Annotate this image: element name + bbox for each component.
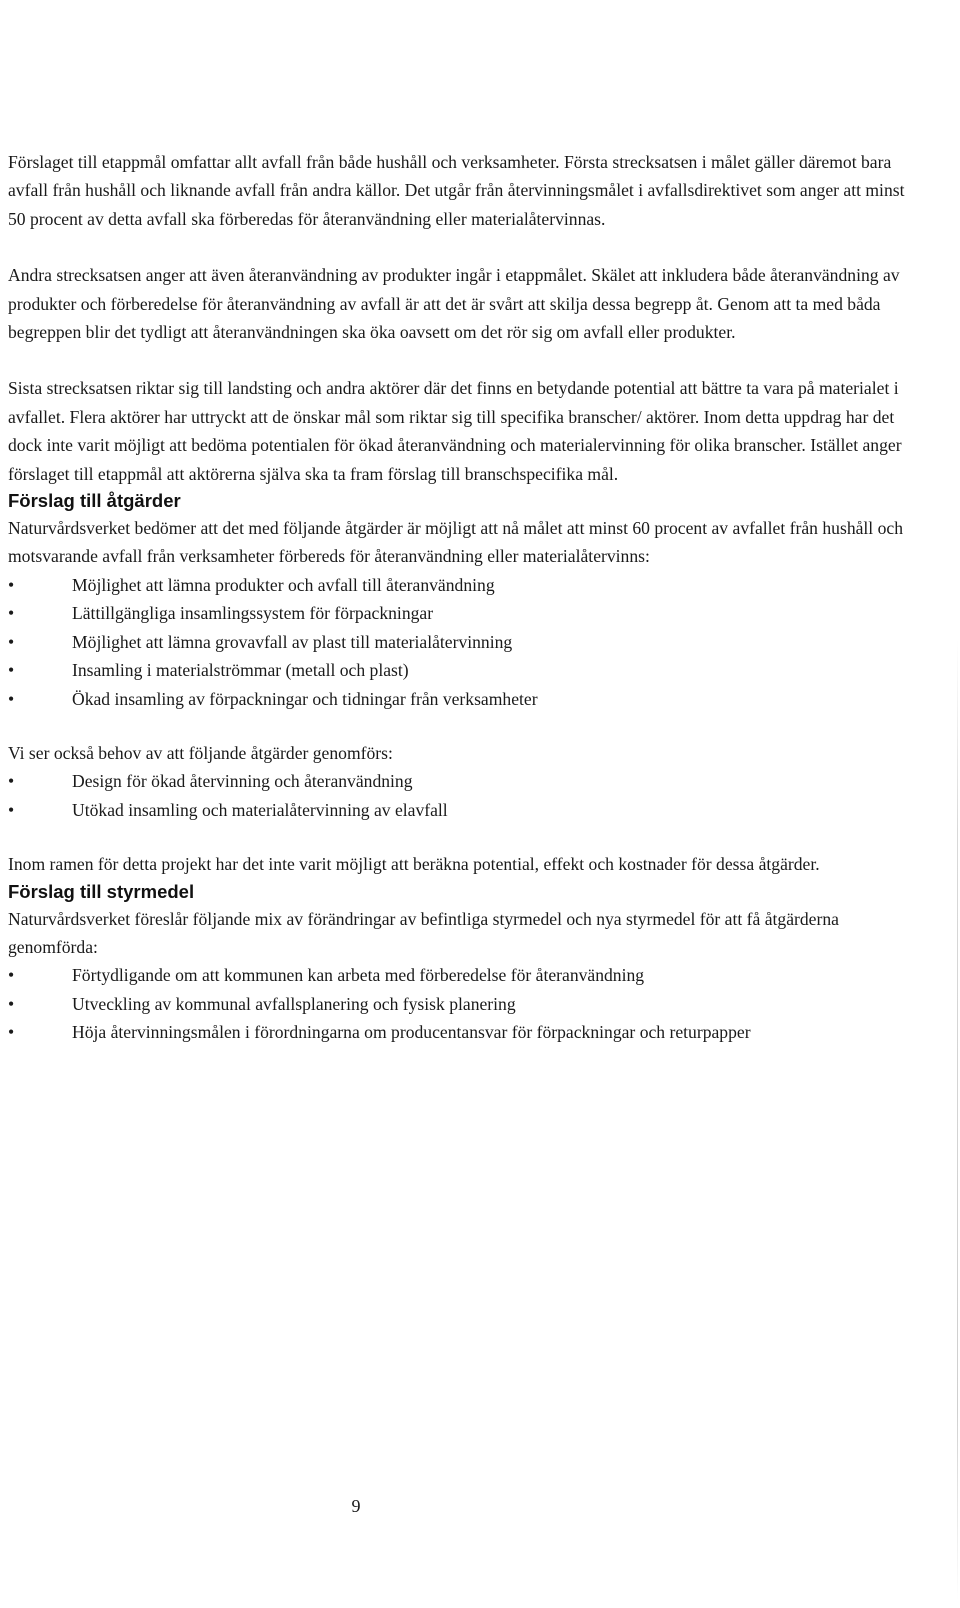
heading-forslag-atgarder: Förslag till åtgärder: [8, 490, 181, 512]
page-number: 9: [351, 1496, 361, 1516]
list-item-text: Lättillgängliga insamlingssystem för förpackningar: [72, 603, 434, 624]
bullet-icon: •: [8, 965, 15, 986]
list-atgarder-extra: [8, 767, 908, 824]
paragraph-sista-strecksatsen: Sista strecksatsen riktar sig till landsting och andra aktörer där det finns en betydande potential att bättre ta vara på materialet i avfallet. Flera aktörer har uttryckt att de önskar mål som riktar sig till specifika branscher/ aktörer. Inom detta uppdrag har det dock inte varit möjligt att bedöma potentialen för ökad återanvändning och materialervinning för olika branscher. Istället anger förslaget till etappmål att aktörerna själva ska ta fram förslag till branschspecifika mål.: [8, 378, 902, 484]
list-item-text: Höja återvinningsmålen i förordningarna om producentansvar för förpackningar och returpapper: [72, 1022, 751, 1043]
paragraph-styrmedel-intro: Naturvårdsverket föreslår följande mix av förändringar av befintliga styrmedel och nya styrmedel för att få åtgärderna genomförda:: [8, 908, 839, 957]
list-item: [8, 1018, 908, 1046]
bullet-icon: •: [8, 660, 15, 681]
list-item-text: Möjlighet att lämna produkter och avfall till återanvändning: [72, 574, 495, 595]
list-item: [8, 796, 908, 824]
list-atgarder: [8, 571, 908, 713]
bullet-icon: •: [8, 1022, 15, 1043]
bullet-icon: •: [8, 603, 15, 624]
document-page: [8, 148, 908, 1047]
heading-forslag-styrmedel: Förslag till styrmedel: [8, 880, 195, 902]
paragraph-andra-strecksatsen: Andra strecksatsen anger att även återanvändning av produkter ingår i etappmålet. Skälet att inkludera både återanvändning av produkter och förberedelse för återanvändning av avfall är att det är svårt att skilja dessa begrepp åt. Genom att ta med båda begreppen blir det tydligt att återanvändningen ska öka oavsett om det rör sig om avfall eller produkter.: [8, 265, 900, 343]
paragraph-atgarder-closing: Inom ramen för detta projekt har det inte varit möjligt att beräkna potential, effekt och kostnader för dessa åtgärder.: [8, 854, 820, 875]
bullet-icon: •: [8, 771, 15, 792]
bullet-icon: •: [8, 688, 15, 709]
list-item: [8, 571, 908, 599]
list-item: [8, 685, 908, 713]
bullet-icon: •: [8, 799, 15, 820]
list-item-text: Möjlighet att lämna grovavfall av plast till materialåtervinning: [72, 631, 513, 652]
list-item: [8, 656, 908, 684]
list-item: [8, 990, 908, 1018]
list-item-text: Förtydligande om att kommunen kan arbeta med förberedelse för återanvändning: [72, 965, 645, 986]
paragraph-etappmal-scope: Förslaget till etappmål omfattar allt avfall från både hushåll och verksamheter. Första strecksatsen i målet gäller däremot bara avfall från hushåll och liknande avfall från andra källor. Det utgår från återvinningsmålet i avfallsdirektivet som anger att minst 50 procent av detta avfall ska förberedas för återanvändning eller materialåtervinnas.: [8, 152, 905, 229]
bullet-icon: •: [8, 993, 15, 1014]
list-item-text: Ökad insamling av förpackningar och tidningar från verksamheter: [72, 688, 538, 709]
scan-edge-line: [957, 640, 958, 1600]
list-item: [8, 767, 908, 795]
list-item: [8, 599, 908, 627]
bullet-icon: •: [8, 574, 15, 595]
list-item: [8, 961, 908, 989]
list-item: [8, 628, 908, 656]
list-item-text: Design för ökad återvinning och återanvändning: [72, 771, 413, 792]
bullet-icon: •: [8, 631, 15, 652]
list-item-text: Insamling i materialströmmar (metall och plast): [72, 660, 409, 681]
list-styrmedel: [8, 961, 908, 1046]
list-item-text: Utökad insamling och materialåtervinning av elavfall: [72, 799, 448, 820]
paragraph-atgarder-intro2: Vi ser också behov av att följande åtgärder genomförs:: [8, 742, 393, 763]
paragraph-atgarder-intro: Naturvårdsverket bedömer att det med följande åtgärder är möjligt att nå målet att minst 60 procent av avfallet från hushåll och motsvarande avfall från verksamheter förbereds för återanvändning eller materialåtervinns:: [8, 518, 903, 567]
list-item-text: Utveckling av kommunal avfallsplanering och fysisk planering: [72, 993, 516, 1014]
